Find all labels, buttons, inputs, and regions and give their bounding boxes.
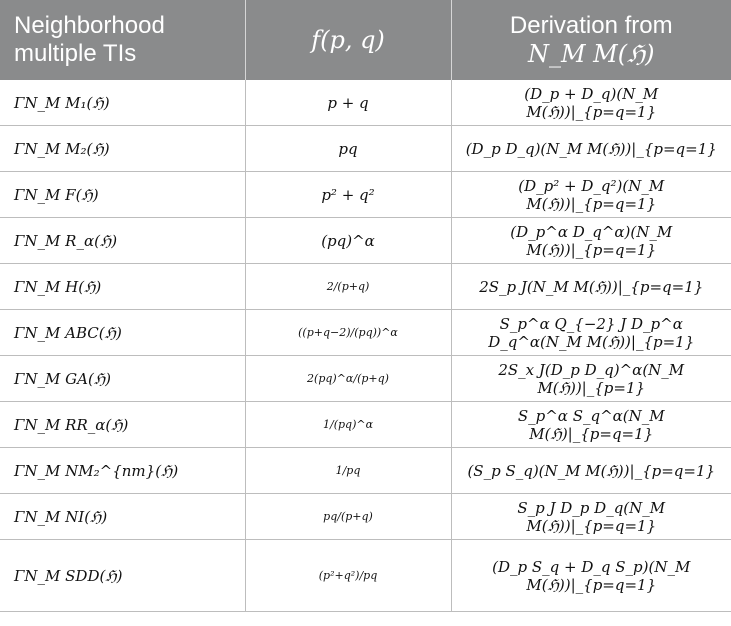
index-name: ΓN_M F(ℌ) [0,172,245,218]
index-function: 1/(pq)^α [245,402,451,448]
table-row [0,310,731,356]
table-row [0,540,731,612]
index-function: ((p+q−2)/(pq))^α [245,310,451,356]
table-row [0,264,731,310]
index-derivation: (D_p² + D_q²)(N_M M(ℌ))|_{p=q=1} [451,172,731,218]
index-function: pq [245,126,451,172]
table-header [0,0,731,80]
index-function: 2(pq)^α/(p+q) [245,356,451,402]
index-derivation: 2S_p J(N_M M(ℌ))|_{p=q=1} [451,264,731,310]
index-function: 1/pq [245,448,451,494]
index-function: p² + q² [245,172,451,218]
table-row [0,402,731,448]
index-function: 2/(p+q) [245,264,451,310]
index-name: ΓN_M NM₂^{nm}(ℌ) [0,448,245,494]
index-derivation: (D_p S_q + D_q S_p)(N_M M(ℌ))|_{p=q=1} [451,540,731,612]
header-derivation [451,0,731,80]
table-body [0,80,731,612]
index-name: ΓN_M GA(ℌ) [0,356,245,402]
header-derivation-line2: N_M M(ℌ) [527,40,655,68]
header-neighborhood-tis: Neighborhood multiple TIs [0,0,245,80]
table-row [0,172,731,218]
index-name: ΓN_M M₂(ℌ) [0,126,245,172]
table-row [0,80,731,126]
table-row [0,494,731,540]
index-derivation: 2S_x J(D_p D_q)^α(N_M M(ℌ))|_{p=1} [451,356,731,402]
table-row [0,356,731,402]
index-name: ΓN_M SDD(ℌ) [0,540,245,612]
index-function: (pq)^α [245,218,451,264]
table-row [0,448,731,494]
index-name: ΓN_M R_α(ℌ) [0,218,245,264]
index-function: (p²+q²)/pq [245,540,451,612]
header-function: f(p, q) [245,0,451,80]
table-row [0,126,731,172]
index-derivation: (D_p D_q)(N_M M(ℌ))|_{p=q=1} [451,126,731,172]
index-name: ΓN_M H(ℌ) [0,264,245,310]
index-derivation: (D_p^α D_q^α)(N_M M(ℌ))|_{p=q=1} [451,218,731,264]
index-name: ΓN_M M₁(ℌ) [0,80,245,126]
index-derivation: S_p J D_p D_q(N_M M(ℌ))|_{p=q=1} [451,494,731,540]
index-derivation: S_p^α Q_{−2} J D_p^α D_q^α(N_M M(ℌ))|_{p=1} [451,310,731,356]
index-function: pq/(p+q) [245,494,451,540]
index-function: p + q [245,80,451,126]
table-row [0,218,731,264]
index-derivation: S_p^α S_q^α(N_M M(ℌ)|_{p=q=1} [451,402,731,448]
index-derivation: (D_p + D_q)(N_M M(ℌ))|_{p=q=1} [451,80,731,126]
header-derivation-line1: Derivation from [509,12,673,39]
index-name: ΓN_M RR_α(ℌ) [0,402,245,448]
index-name: ΓN_M ABC(ℌ) [0,310,245,356]
index-derivation: (S_p S_q)(N_M M(ℌ))|_{p=q=1} [451,448,731,494]
header-row [0,0,731,80]
index-name: ΓN_M NI(ℌ) [0,494,245,540]
